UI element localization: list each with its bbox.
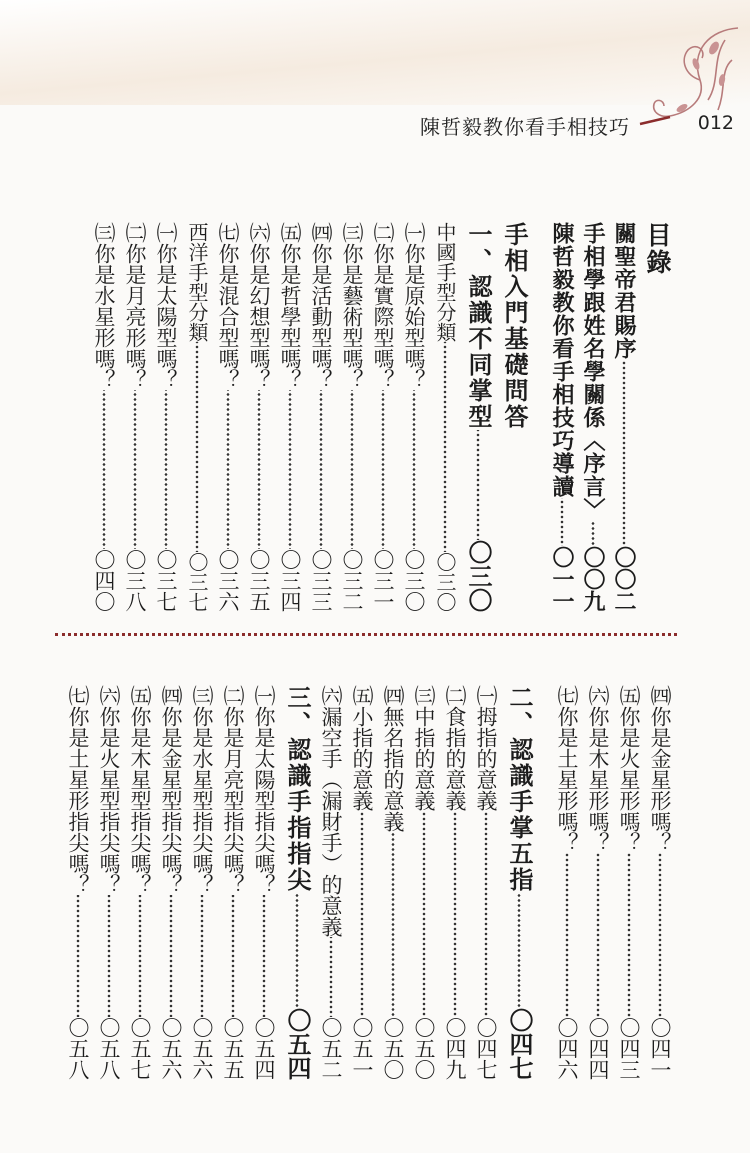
toc-page-number: 〇五六 xyxy=(159,1017,183,1080)
toc-page-number: 〇〇二 xyxy=(611,546,637,612)
toc-section-heading xyxy=(501,685,537,1080)
toc-entry-text: ㈢你是水星型指尖嗎？ xyxy=(190,685,214,895)
toc-page-number: 〇三二 xyxy=(340,549,364,612)
toc-entry xyxy=(470,685,501,1080)
dot-leader xyxy=(245,390,272,549)
section-divider xyxy=(55,633,677,636)
toc-entry-text: ㈥漏空手（漏財手）的意義 xyxy=(319,685,343,937)
dot-leader xyxy=(64,895,91,1017)
toc-top-half xyxy=(55,222,675,612)
toc-entry-text: 三、認識手指指尖 xyxy=(283,685,312,893)
toc-entry-text: ㈤你是木星型指尖嗎？ xyxy=(128,685,152,895)
dot-leader xyxy=(276,390,303,549)
dot-leader xyxy=(472,811,499,1017)
dot-leader xyxy=(188,895,215,1017)
running-title: 陳哲毅教你看手相技巧 xyxy=(420,115,630,139)
toc-page-number: 〇四四 xyxy=(586,1017,610,1080)
toc-section-heading xyxy=(460,222,496,612)
toc-page-number: 〇四六 xyxy=(555,1017,579,1080)
dot-leader xyxy=(152,390,179,549)
toc-page-number: 〇五二 xyxy=(319,1017,343,1080)
toc-entry xyxy=(124,685,155,1080)
dot-leader xyxy=(646,853,673,1017)
toc-entry-text: ㈦你是土星形嗎？ xyxy=(555,685,579,853)
toc-page-number: 〇三六 xyxy=(216,549,240,612)
toc-title xyxy=(639,222,675,612)
toc-page-number: 〇五六 xyxy=(190,1017,214,1080)
dot-leader xyxy=(441,811,468,1017)
toc-page-number: 〇五四 xyxy=(252,1017,276,1080)
dot-leader xyxy=(410,811,437,1017)
dot-leader xyxy=(214,390,241,549)
toc-entry xyxy=(644,685,675,1080)
toc-page-number: 〇四三 xyxy=(617,1017,641,1080)
toc-entry-text: 一、認識不同掌型 xyxy=(464,222,493,430)
toc-entry-text: 手相學跟姓名學關係〈序言〉 xyxy=(580,222,606,521)
toc-entry-text: 目錄 xyxy=(643,222,672,276)
toc-page-number: 〇五〇 xyxy=(381,1017,405,1080)
toc-entry-text: ㈤小指的意義 xyxy=(350,685,374,811)
toc-entry-text: ㈡你是月亮形嗎？ xyxy=(123,222,147,390)
dot-leader xyxy=(90,390,117,549)
toc-entry-text: 二、認識手掌五指 xyxy=(505,685,534,893)
toc-page-number: 〇三四 xyxy=(278,549,302,612)
toc-entry-text: ㈣無名指的意義 xyxy=(381,685,405,832)
toc-entry-text: ㈥你是木星形嗎？ xyxy=(586,685,610,853)
toc-entry xyxy=(186,685,217,1080)
toc-page-number: 〇三七 xyxy=(154,549,178,612)
dot-leader xyxy=(307,390,334,549)
toc-entry xyxy=(274,222,305,612)
toc-page-number: 〇五八 xyxy=(97,1017,121,1080)
toc-page-number: 〇四七 xyxy=(505,1008,534,1080)
toc-entry-text: ㈡你是月亮型指尖嗎？ xyxy=(221,685,245,895)
toc-entry xyxy=(582,685,613,1080)
toc-entry xyxy=(88,222,119,612)
toc-entry-text: ㈢你是水星形嗎？ xyxy=(92,222,116,390)
toc-entry-text: ㈡食指的意義 xyxy=(443,685,467,811)
toc-entry-text: ㈤你是哲學型嗎？ xyxy=(278,222,302,390)
dot-leader xyxy=(462,430,494,540)
toc-front-matter-entry xyxy=(608,222,639,612)
toc-entry-text: ㈡你是實際型嗎？ xyxy=(371,222,395,390)
toc-entry xyxy=(212,222,243,612)
dot-leader xyxy=(379,832,406,1017)
toc-entry xyxy=(243,222,274,612)
dot-leader xyxy=(579,521,606,546)
toc-bottom-half xyxy=(55,685,675,1080)
toc-entry-text: 手相入門基礎問答 xyxy=(500,222,529,430)
toc-page-number: 〇五五 xyxy=(221,1017,245,1080)
toc-entry-text: ㈦你是混合型嗎？ xyxy=(216,222,240,390)
toc-entry xyxy=(305,222,336,612)
toc-entry-text: ㈥你是火星型指尖嗎？ xyxy=(97,685,121,895)
toc-entry-text: 關聖帝君賜序 xyxy=(611,222,637,360)
dot-leader xyxy=(431,342,458,552)
dot-leader xyxy=(369,390,396,549)
toc-entry-text: ㈠你是太陽型嗎？ xyxy=(154,222,178,390)
toc-page-number: 〇三〇 xyxy=(464,540,493,612)
toc-entry xyxy=(248,685,279,1080)
toc-page-number: 〇五一 xyxy=(350,1017,374,1080)
dot-leader xyxy=(126,895,153,1017)
toc-subheading xyxy=(429,222,460,612)
toc-entry-text: ㈣你是金星型指尖嗎？ xyxy=(159,685,183,895)
dot-leader xyxy=(615,853,642,1017)
toc-entry xyxy=(93,685,124,1080)
toc-page-number: 〇四〇 xyxy=(92,549,116,612)
toc-page-number: 〇五七 xyxy=(128,1017,152,1080)
toc-entry-text: ㈣你是金星形嗎？ xyxy=(648,685,672,853)
page-number: 012 xyxy=(697,112,734,134)
toc-entry xyxy=(62,685,93,1080)
toc-spacer xyxy=(532,222,546,612)
toc-page-number: 〇三五 xyxy=(247,549,271,612)
toc-front-matter-entry xyxy=(577,222,608,612)
toc-entry-text: ㈢你是藝術型嗎？ xyxy=(340,222,364,390)
toc-entry xyxy=(119,222,150,612)
dot-leader xyxy=(121,390,148,549)
toc-entry xyxy=(613,685,644,1080)
toc-entry-text: ㈦你是土星形指尖嗎？ xyxy=(66,685,90,895)
toc-entry-text: ㈣你是活動型嗎？ xyxy=(309,222,333,390)
toc-page-number: 〇五〇 xyxy=(412,1017,436,1080)
toc-page-number: 〇四一 xyxy=(648,1017,672,1080)
toc-page-number: 〇三八 xyxy=(123,549,147,612)
dot-leader xyxy=(610,360,637,546)
toc-page-number: 〇五四 xyxy=(283,1008,312,1080)
toc-entry xyxy=(155,685,186,1080)
dot-leader xyxy=(338,390,365,549)
dot-leader xyxy=(317,937,344,1017)
dot-leader xyxy=(157,895,184,1017)
toc-entry-text: ㈠你是太陽型指尖嗎？ xyxy=(252,685,276,895)
toc-entry xyxy=(315,685,346,1080)
toc-entry-text: 中國手型分類 xyxy=(433,222,457,342)
toc-entry xyxy=(336,222,367,612)
toc-entry-text: 陳哲毅教你看手相技巧導讀 xyxy=(549,222,575,498)
dot-leader xyxy=(219,895,246,1017)
toc-entry-text: ㈥你是幻想型嗎？ xyxy=(247,222,271,390)
dot-leader xyxy=(348,811,375,1017)
toc-front-matter-entry xyxy=(546,222,577,612)
toc-entry xyxy=(217,685,248,1080)
toc-page-number: 〇五八 xyxy=(66,1017,90,1080)
toc-entry-text: ㈠拇指的意義 xyxy=(474,685,498,811)
toc-entry-text: ㈢中指的意義 xyxy=(412,685,436,811)
toc-entry xyxy=(551,685,582,1080)
toc-page-number: 〇三〇 xyxy=(433,552,457,612)
dot-leader xyxy=(548,498,575,546)
toc-entry xyxy=(439,685,470,1080)
toc-subheading xyxy=(181,222,212,612)
toc-spacer xyxy=(537,685,551,1080)
toc-section-heading xyxy=(496,222,532,612)
toc-entry xyxy=(150,222,181,612)
toc-page-number: 〇三七 xyxy=(185,552,209,612)
toc-page-number: 〇四七 xyxy=(474,1017,498,1080)
toc-entry-text: 西洋手型分類 xyxy=(185,222,209,342)
dot-leader xyxy=(553,853,580,1017)
toc-page-number: 〇一一 xyxy=(549,546,575,612)
dot-leader xyxy=(95,895,122,1017)
toc-entry xyxy=(346,685,377,1080)
toc-entry xyxy=(377,685,408,1080)
dot-leader xyxy=(584,853,611,1017)
toc-page-number: 〇三三 xyxy=(309,549,333,612)
toc-page-number: 〇三〇 xyxy=(402,549,426,612)
toc-entry-text: ㈤你是火星形嗎？ xyxy=(617,685,641,853)
dot-leader xyxy=(400,390,427,549)
toc-entry xyxy=(367,222,398,612)
toc-page-number: 〇三一 xyxy=(371,549,395,612)
dot-leader xyxy=(503,893,535,1008)
toc-entry xyxy=(408,685,439,1080)
toc-page-number: 〇四九 xyxy=(443,1017,467,1080)
dot-leader xyxy=(183,342,210,552)
dot-leader xyxy=(250,895,277,1017)
toc-entry-text: ㈠你是原始型嗎？ xyxy=(402,222,426,390)
dot-leader xyxy=(281,893,313,1008)
toc-entry xyxy=(398,222,429,612)
toc-section-heading xyxy=(279,685,315,1080)
toc-page-number: 〇〇九 xyxy=(580,546,606,612)
